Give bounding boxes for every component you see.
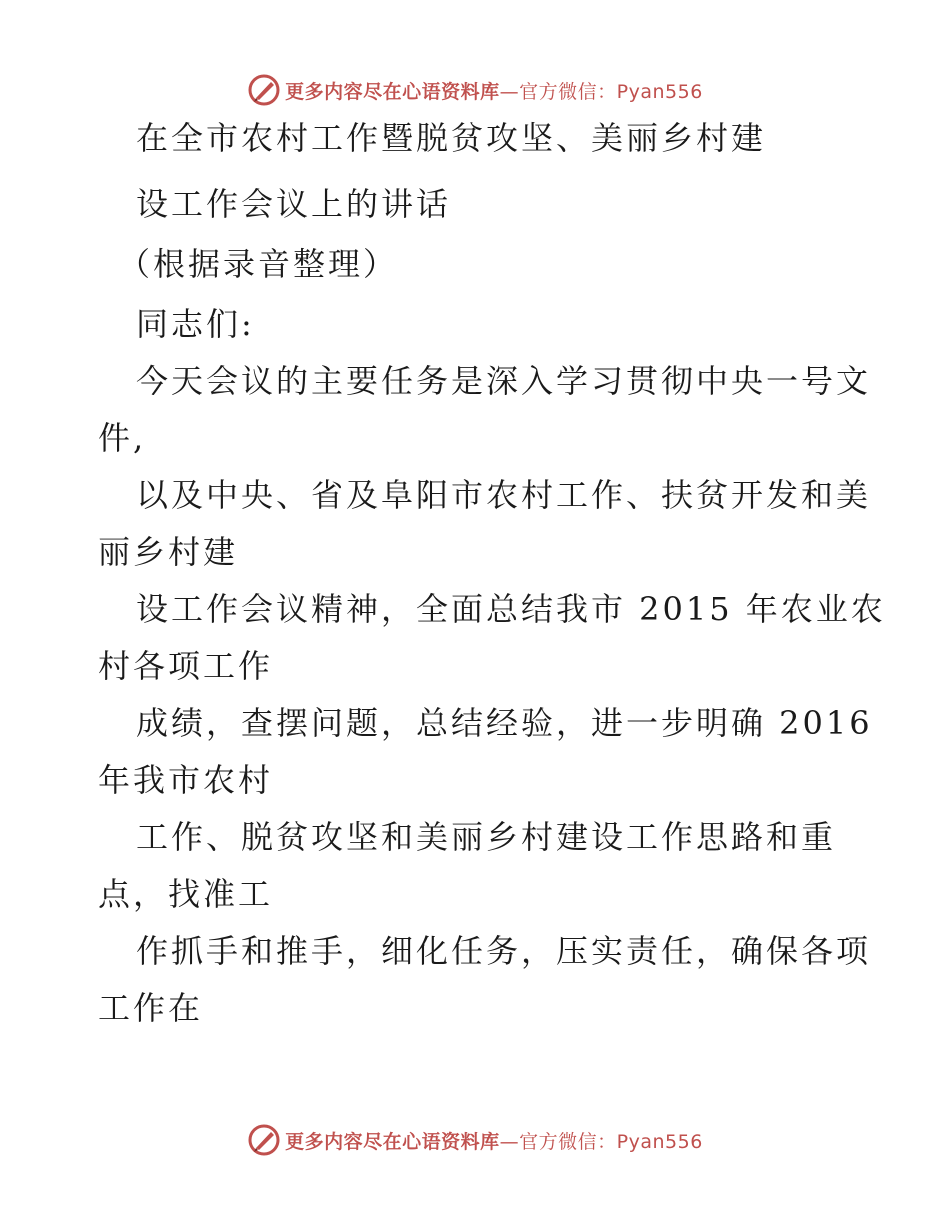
title-line-2: 设工作会议上的讲话 xyxy=(136,185,452,223)
paragraph-line: 今天会议的主要任务是深入学习贯彻中央一号文 xyxy=(136,362,872,400)
paragraph-line: 件, xyxy=(98,419,147,457)
watermark-bold-text: 更多内容尽在心语资料库 xyxy=(285,80,500,103)
paragraph-line: 作抓手和推手，细化任务，压实责任，确保各项 xyxy=(136,932,872,970)
watermark-rest-text: —官方微信：Pyan556 xyxy=(499,1130,703,1153)
watermark-bold-text: 更多内容尽在心语资料库 xyxy=(285,1130,500,1153)
title-line-1: 在全市农村工作暨脱贫攻坚、美丽乡村建 xyxy=(136,119,767,157)
paragraph-line: 点，找准工 xyxy=(98,875,274,913)
paragraph-line: 丽乡村建 xyxy=(98,533,239,571)
paragraph-line: 工作在 xyxy=(98,989,204,1027)
watermark-text xyxy=(285,1127,703,1154)
paragraph-line: 年我市农村 xyxy=(98,761,274,799)
watermark-rest-text: —官方微信：Pyan556 xyxy=(499,80,703,103)
header-watermark xyxy=(0,70,950,110)
paragraph-line: 工作、脱贫攻坚和美丽乡村建设工作思路和重 xyxy=(136,818,837,856)
watermark-text xyxy=(285,77,703,104)
pen-logo-icon xyxy=(247,1123,281,1157)
pen-logo-icon xyxy=(247,73,281,107)
footer-watermark xyxy=(0,1120,950,1160)
paragraph-line: 村各项工作 xyxy=(98,647,274,685)
subtitle-note: （根据录音整理） xyxy=(118,245,399,283)
paragraph-line: 以及中央、省及阜阳市农村工作、扶贫开发和美 xyxy=(136,476,872,514)
paragraph-line: 成绩，查摆问题，总结经验，进一步明确 2016 xyxy=(136,704,873,742)
paragraph-line: 设工作会议精神，全面总结我市 2015 年农业农 xyxy=(136,590,886,628)
salutation: 同志们: xyxy=(136,305,255,343)
